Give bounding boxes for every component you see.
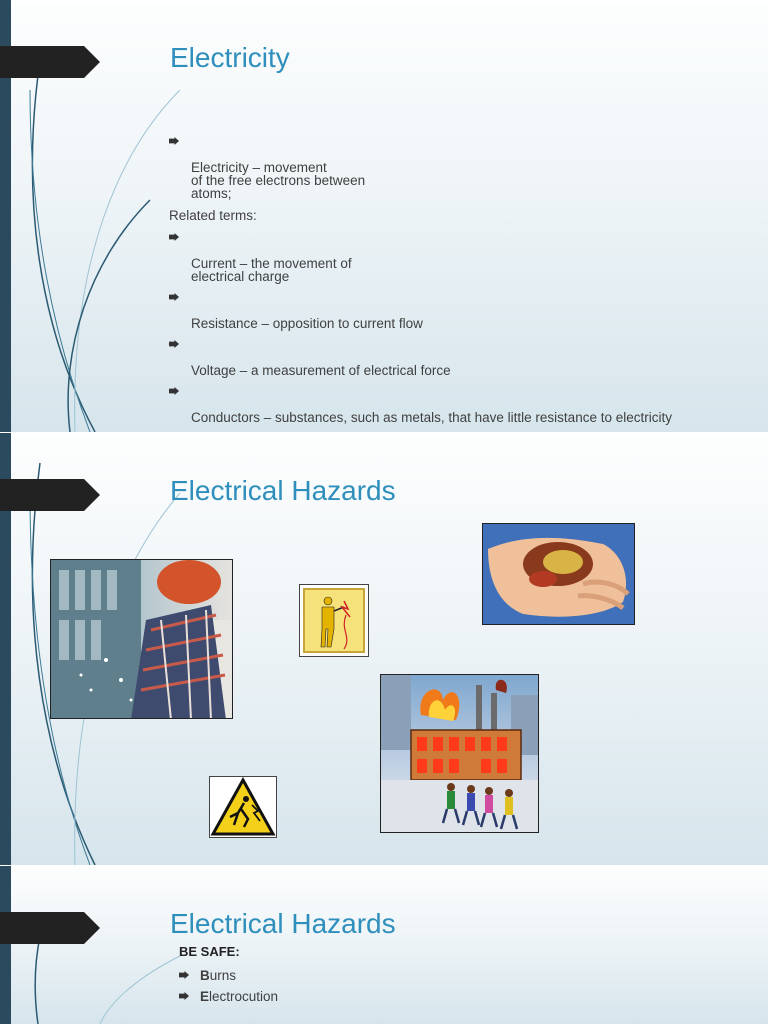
list-item — [169, 291, 759, 330]
slide-body — [179, 944, 679, 1011]
slide-title: Electrical Hazards — [170, 475, 396, 506]
slide-tab-arrow — [0, 479, 100, 511]
slide-body — [169, 135, 759, 432]
term-text: Resistance – opposition to current flow — [191, 316, 423, 331]
arrow-bullet-icon — [169, 233, 179, 241]
term-text: Voltage – a measurement of electrical force — [191, 363, 451, 378]
factory-fire-illustration — [381, 675, 538, 832]
worker-illustration — [51, 560, 233, 719]
slide-title: Electricity — [170, 42, 290, 73]
electric-shock-sign — [299, 584, 369, 657]
term-text: Current – the movement of electrical charge — [191, 256, 352, 284]
arrow-bullet-icon — [169, 137, 179, 145]
list-item — [169, 135, 759, 200]
burned-hand-illustration — [483, 524, 634, 624]
arrow-bullet-icon — [169, 293, 179, 301]
item-rest: urns — [209, 968, 237, 983]
intro-text: Electricity – movement of the free electrons between atoms; — [191, 160, 366, 201]
slide-tab-arrow — [0, 46, 100, 78]
list-item — [179, 969, 679, 982]
list-item — [169, 338, 759, 377]
item-initial: E — [200, 989, 210, 1004]
burned-hand-photo — [482, 523, 635, 625]
arrow-bullet-icon — [179, 992, 189, 1000]
arrow-bullet-icon — [179, 971, 189, 979]
intro-list — [169, 135, 759, 200]
worker-at-panel-photo — [50, 559, 233, 719]
related-terms-label: Related terms: — [169, 208, 257, 223]
slide-electrical-hazards-be-safe — [0, 866, 768, 1024]
warning-triangle-icon — [210, 777, 276, 837]
be-safe-label: BE SAFE: — [179, 944, 240, 959]
arrow-bullet-icon — [169, 340, 179, 348]
item-initial: B — [200, 968, 210, 983]
arrow-bullet-icon — [169, 387, 179, 395]
list-item — [169, 231, 759, 283]
slide-tab-arrow — [0, 912, 100, 944]
item-rest: lectrocution — [209, 989, 279, 1004]
term-text: Conductors – substances, such as metals, that have little resistance to electricity — [191, 410, 672, 425]
slide-electrical-hazards — [0, 433, 768, 865]
slide-title: Electrical Hazards — [170, 908, 396, 939]
shock-sign-icon — [300, 585, 368, 656]
be-safe-list — [179, 969, 679, 1003]
decorative-swoosh — [0, 866, 200, 1024]
burning-factory-illustration — [380, 674, 539, 833]
terms-list — [169, 231, 759, 432]
list-item — [169, 385, 759, 424]
shock-warning-sign — [209, 776, 277, 838]
list-item — [179, 990, 679, 1003]
slide-electricity — [0, 0, 768, 432]
